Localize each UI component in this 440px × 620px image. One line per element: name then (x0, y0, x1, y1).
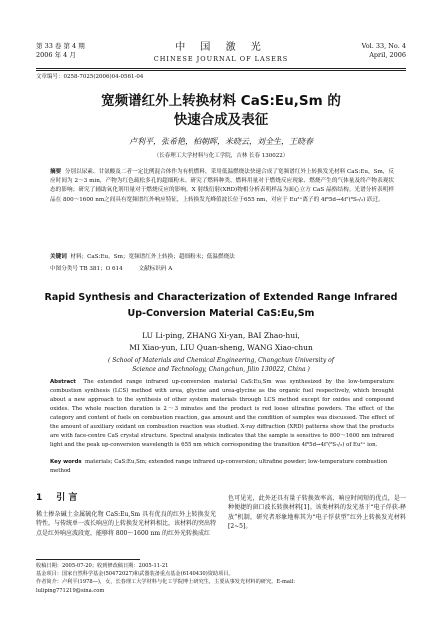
volume-en: Vol. 33, No. 4 (361, 42, 406, 50)
authors-en-line-1: LU Li-ping, ZHANG Xi-yan, BAI Zhao-hui, (142, 331, 300, 340)
affiliation-en (36, 356, 406, 374)
keywords-cn (50, 252, 394, 260)
keywords-cn-text: 材料；CaS:Eu，Sm；宽频谱红外上转换；超细粉末；低温燃烧法 (70, 254, 235, 260)
abstract-en-label: Abstract (50, 379, 76, 385)
title-en (36, 290, 406, 322)
keywords-en (50, 458, 394, 476)
footnote-rule (36, 559, 140, 560)
intro-right-column: 色可见光，此外还具有量子转换效率高、响应时间短的优点，是一种便捷的窗口波长转换材料[1]。该类材料的发光基于“电子俘获-释放”机制，研究者形象地称其为“电子俘获型”红外上转换发光材料[2~5]。 (228, 495, 406, 531)
clc-number: 中图分类号 TB 381；O 614 (50, 266, 123, 272)
abstract-cn (50, 168, 394, 205)
footnote-received: 收稿日期：2005-07-20；收到修改稿日期：2005-11-21 (36, 563, 169, 569)
footnote-author: 作者简介：卢利平(1978—)，女，长春理工大学材料与化工学院博士研究生，主要从事发光材料的研究。E-mail: (36, 579, 296, 586)
title-en-line-1: Rapid Synthesis and Characterization of Extended Range Infrared (44, 292, 398, 303)
date-cn: 2006 年 4 月 (36, 51, 76, 59)
abstract-cn-label: 摘要 (50, 169, 62, 175)
affiliation-en-line-2: Science and Technology, Changchun, Jilin 130022, China ) (132, 366, 310, 373)
header-right (362, 42, 406, 60)
article-number: 文章编号：0258-7025(2006)04-0561-04 (36, 74, 144, 80)
title-cn-line-2: 快速合成及表征 (173, 112, 269, 128)
document-code: 文献标识码 A (138, 266, 173, 272)
keywords-cn-label: 关键词 (50, 254, 67, 260)
journal-name-en: CHINESE JOURNAL OF LASERS (153, 55, 289, 63)
section-heading (36, 490, 77, 503)
intro-left-column: 稀土掺杂碱土金属硫化物 CaS:Eu,Sm 具有优良的红外上转换发光特性，与传统单一波长响应的上转换发光材料相比，该材料的突出特点是红外响应波段宽，能够将 800～1600 nm 的红外光转换成红 (36, 511, 217, 537)
footnote-funding: 基金项目：国家自然科学基金(50472027)和武器装备重点基金(6140430)资助项目。 (36, 571, 234, 578)
abstract-cn-text: 分别以尿素、甘氨酸及二者一定比例混合体作为有机燃料，采用低温燃烧法快速合成了宽频谱红外上转换发光材料 CaS:Eu，Sm，反应时间为 2～3 min，产物为红色疏松多孔的超细粉末。研究了燃料种类、燃料用量对于燃烧反应现象、燃烧产生的气体量及终产物表观状态的影响；研究了辅助氧化剂用量对于燃烧反应的影响。X 射线衍射(XRD)物相分析表明样品为面心立方 CaS 晶格结构。光谱分析表明样品在 800～1600 nm之间具有宽频谱红外响应特征，上转换发光峰值波长位于655 nm，对应于 Eu²⁺离子的 4f⁶5d→4f⁷(⁸S₇/₂) 跃迁。 (50, 169, 394, 203)
authors-en (36, 330, 406, 354)
header-rule-thin (36, 70, 406, 71)
abstract-en-text: The extended range infrared up-conversion material CaS:Eu,Sm was synthesized by the low-temperature combustion synthesis (LCS) method with urea, glycine and urea-glycine as the organic fuel respectively, which brought about a new approach to the synthesis of other system materials through LCS method except for oxides and compound oxides. The whole reaction duration is 2～3 minutes and the product is red loose ultrafine powders. The effect of the category and content of fuels on combustion reaction, gas amount and the condition of samples was discussed. The effect of the amount of auxiliary oxidant on combustion reaction was studied. X-ray diffraction (XRD) patterns show that the products are with face-centre CaS crystal structure. Spectral analysis indicates that the sample is sensitive to 800～1600 nm infrared light and the peak up-conversion wavelength is 655 nm which corresponding the transition 4f⁶5d→4f⁷(⁸S₇/₂) of Eu²⁺ ion. (50, 379, 394, 448)
header-center (36, 42, 406, 64)
section-number: 1 (36, 493, 43, 503)
title-en-line-2: Up-Conversion Material CaS:Eu,Sm (127, 308, 315, 319)
authors-cn: 卢利平，张希艳，柏朝晖，米晓云，刘全生，王晓春 (129, 137, 313, 146)
section-title: 引 言 (56, 493, 78, 503)
journal-header (36, 42, 406, 70)
date-en: April, 2006 (369, 51, 406, 59)
title-cn (36, 92, 406, 130)
footnote-email: luliping771219@sina.com (36, 587, 105, 594)
header-rule (36, 68, 406, 69)
keywords-en-text: materials; CaS:Eu,Sm; extended range infrared up-conversion; ultrafine powder; low-temperature combustion method (50, 459, 388, 474)
classification-cn (50, 264, 394, 272)
keywords-en-label: Key words (50, 459, 82, 465)
footnotes (36, 562, 406, 595)
volume-cn: 第 33 卷 第 4 期 (36, 42, 85, 50)
affiliation-en-line-1: ( School of Materials and Chemical Engineering, Changchun University of (108, 357, 334, 364)
affiliation-cn: （长春理工大学材料与化工学院，吉林 长春 130022） (153, 153, 289, 159)
authors-en-line-2: MI Xiao-yun, LIU Quan-sheng, WANG Xiao-chun (129, 343, 313, 352)
abstract-en (50, 378, 394, 450)
title-cn-line-1: 宽频谱红外上转换材料 CaS:Eu,Sm 的 (101, 93, 341, 109)
journal-name-cn: 中 国 激 光 (175, 42, 267, 53)
